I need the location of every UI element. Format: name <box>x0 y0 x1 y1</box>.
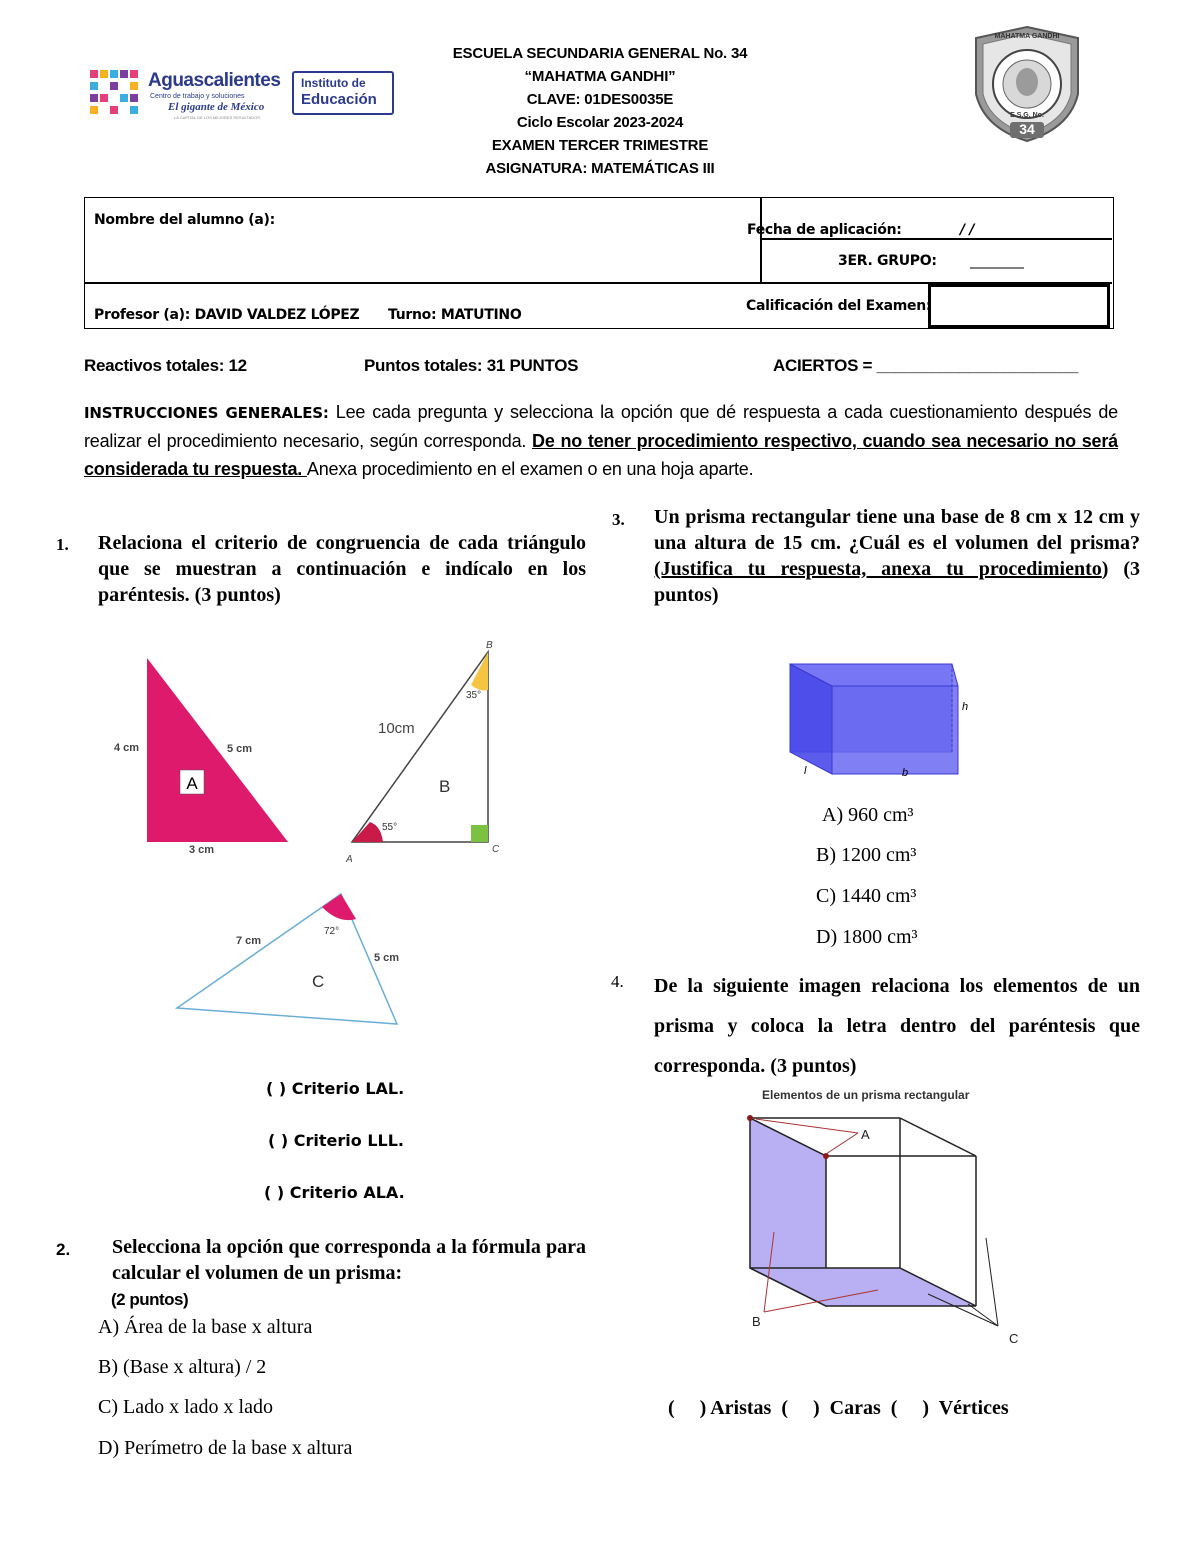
instructions-emphasis: De no tener procedimiento respectivo, cuando sea necesario no será considerada tu respuesta. <box>84 431 1118 479</box>
school-code: CLAVE: 01DES0035E <box>526 91 674 108</box>
logo-slogan: El gigante de México <box>168 101 265 113</box>
q3-option-a[interactable]: A) 960 cm³ <box>822 804 914 826</box>
school-year: Ciclo Escolar 2023-2024 <box>516 114 684 131</box>
triangle-a <box>147 658 288 842</box>
prism-label-h: h <box>962 701 969 713</box>
grade-label: Calificación del Examen: <box>746 298 932 314</box>
triangle-b-angle-bottom: 55° <box>382 822 398 833</box>
vertex-a: A <box>346 854 353 865</box>
school-motto: “MAHATMA GANDHI” <box>524 68 676 85</box>
total-items: Reactivos totales: 12 <box>84 356 247 375</box>
shift-label: Turno: MATUTINO <box>388 307 522 323</box>
triangle-b-label: B <box>439 777 451 796</box>
triangle-a-label: A <box>186 774 198 793</box>
criterion-lll[interactable]: ( ) Criterio LLL. <box>268 1131 404 1150</box>
triangle-a-side-hyp: 5 cm <box>227 743 253 755</box>
q2-option-a[interactable]: A) Área de la base x altura <box>98 1316 313 1338</box>
general-instructions <box>84 398 1118 483</box>
vertex-c: C <box>492 844 500 855</box>
q2-option-d[interactable]: D) Perímetro de la base x altura <box>98 1437 353 1459</box>
divider <box>760 197 762 283</box>
angle-72-mark <box>322 894 356 920</box>
q4-number: 4. <box>611 972 624 991</box>
q3-points: ) (3 puntos) <box>654 558 1140 606</box>
q3-prism-figure <box>780 652 980 792</box>
right-angle-mark <box>471 825 488 842</box>
q3-question: Un prisma rectangular tiene una base de 8 cm x 12 cm y una altura de 15 cm. ¿Cuál es el volumen del prisma? <box>654 506 1140 554</box>
divider <box>762 238 1112 240</box>
instructions-text-1: Lee cada pregunta y selecciona la opción que dé respuesta a cada cuestionamiento después de realizar el procedimiento necesario, según corresponda. <box>84 402 1118 451</box>
triangle-b <box>352 652 488 842</box>
q4-answers[interactable]: ( ) Aristas ( ) Caras ( ) Vértices <box>668 1397 1009 1419</box>
triangle-c-side-left: 7 cm <box>236 935 262 947</box>
q4-prism-elements-figure <box>740 1082 1040 1352</box>
triangle-a-side-bottom: 3 cm <box>189 844 215 856</box>
q1-number: 1. <box>56 535 69 554</box>
q4-label-a: A <box>861 1127 870 1142</box>
date-value[interactable]: / / <box>960 222 975 238</box>
school-seal <box>970 24 1084 144</box>
grade-input-box[interactable] <box>928 284 1110 328</box>
logo-small-text: LA CAPITAL DE LOS MEJORES RESULTADOS <box>174 115 260 120</box>
seal-top-text: MAHATMA GANDHI <box>994 33 1060 40</box>
divider <box>84 282 762 284</box>
institute-logo <box>292 71 394 115</box>
q3-number: 3. <box>612 510 625 529</box>
q2-text: Selecciona la opción que corresponda a la fórmula para calcular el volumen de un prisma: <box>112 1236 586 1284</box>
q2-number: 2. <box>56 1240 71 1259</box>
q2-points: (2 puntos) <box>111 1290 189 1309</box>
prism-label-b: b <box>902 767 909 779</box>
q4-text: De la siguiente imagen relaciona los elementos de un prisma y coloca la letra dentro del paréntesis que corresponda. (3 puntos) <box>654 975 1140 1077</box>
q4-figure-title: Elementos de un prisma rectangular <box>762 1088 970 1102</box>
date-label: Fecha de aplicación: <box>747 222 902 238</box>
q3-option-d[interactable]: D) 1800 cm³ <box>816 926 918 948</box>
criterion-lal[interactable]: ( ) Criterio LAL. <box>266 1079 405 1098</box>
institute-line1: Instituto de <box>301 76 366 90</box>
seal-bottom-text: E.S.G. No. <box>1010 112 1044 119</box>
q4-label-c: C <box>1009 1331 1019 1346</box>
instructions-lead: INSTRUCCIONES GENERALES: <box>84 404 329 422</box>
seal-number: 34 <box>1019 121 1035 137</box>
q1-triangles-figure <box>100 630 520 1030</box>
triangle-b-side: 10cm <box>378 720 415 737</box>
q1-text: Relaciona el criterio de congruencia de cada triángulo que se muestran a continuación e indícalo en los paréntesis. (3 puntos) <box>98 532 586 606</box>
logo-tagline: Centro de trabajo y soluciones <box>150 93 245 100</box>
q2-option-b[interactable]: B) (Base x altura) / 2 <box>98 1356 267 1378</box>
instructions-text-2: Anexa procedimiento en el examen o en una hoja aparte. <box>306 459 754 479</box>
triangle-c-angle: 72° <box>324 926 340 937</box>
prism-label-l: l <box>804 765 807 777</box>
correct-answers: ACIERTOS = ______________________ <box>773 356 1079 375</box>
exam-title: EXAMEN TERCER TRIMESTRE <box>491 137 709 154</box>
school-name: ESCUELA SECUNDARIA GENERAL No. 34 <box>452 45 748 62</box>
logo-brand: Aguascalientes <box>148 70 281 91</box>
q4-label-b: B <box>752 1314 761 1329</box>
criterion-ala[interactable]: ( ) Criterio ALA. <box>264 1183 405 1202</box>
q3-option-c[interactable]: C) 1440 cm³ <box>816 885 917 907</box>
subject-title: ASIGNATURA: MATEMÁTICAS III <box>485 160 715 177</box>
group-value[interactable]: ________ <box>970 253 1024 269</box>
total-points: Puntos totales: 31 PUNTOS <box>364 356 579 375</box>
triangle-c <box>177 894 400 1024</box>
vertex-b: B <box>486 640 493 651</box>
q3-option-b[interactable]: B) 1200 cm³ <box>816 844 917 866</box>
teacher-label: Profesor (a): DAVID VALDEZ LÓPEZ <box>94 307 360 323</box>
triangle-c-side-right: 5 cm <box>374 952 400 964</box>
q3-text <box>654 504 1140 608</box>
q2-option-c[interactable]: C) Lado x lado x lado <box>98 1396 273 1418</box>
q3-justify: (Justifica tu respuesta, anexa tu procedimiento <box>654 558 1102 580</box>
triangle-b-angle-top: 35° <box>466 690 482 701</box>
institute-line2: Educación <box>301 91 377 108</box>
angle-55-mark <box>352 822 383 842</box>
group-label: 3ER. GRUPO: <box>838 253 937 269</box>
triangle-c-label: C <box>312 972 325 991</box>
student-name-label: Nombre del alumno (a): <box>94 212 275 228</box>
triangle-a-side-left: 4 cm <box>114 742 140 754</box>
aguascalientes-logo <box>88 66 288 126</box>
